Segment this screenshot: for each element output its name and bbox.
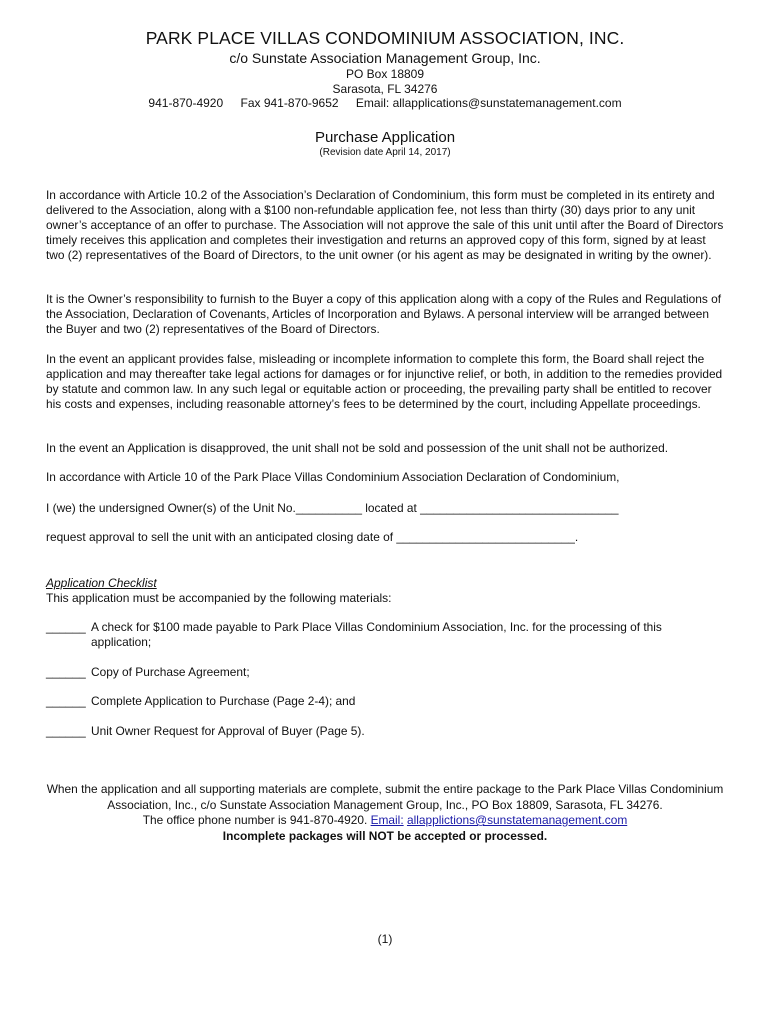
paragraph-requirements: In accordance with Article 10.2 of the Association’s Declaration of Condominium, this form must be completed in its entirety and delivered to the Association, along with a $100 non-refundable application fee, not less than thirty (30) days prior to any unit owner’s acceptance of an offer to purchase. The Association will not approve the sale of this unit until after the Board of Directors timely receives this application and completes their investigation and returns an approved copy of this form, signed by at least two (2) representatives of the Board of Directors, to the unit owner (or his agent as may be designated in writing by the owner). (46, 188, 724, 262)
contact-row (0, 96, 770, 110)
checklist-item (46, 694, 706, 709)
incomplete-warning: Incomplete packages will NOT be accepted or processed. (222, 828, 548, 843)
closing-instructions (40, 782, 730, 844)
paragraph-disapproval: In the event an Application is disapproved, the unit shall not be sold and possession of the unit shall not be authorized. (46, 441, 669, 455)
closing-date-line: request approval to sell the unit with an anticipated closing date of ___________________________. (46, 530, 579, 544)
checklist-item (46, 724, 706, 739)
checklist-blank: ______ (46, 665, 86, 679)
checklist-item-text: Copy of Purchase Agreement; (91, 665, 250, 679)
fax-number: Fax 941-870-9652 (240, 96, 339, 110)
office-phone-text: The office phone number is 941-870-4920. (142, 813, 371, 827)
office-contact-line (40, 813, 730, 829)
checklist-blank: ______ (46, 724, 86, 738)
city-state-zip: Sarasota, FL 34276 (332, 82, 438, 96)
submission-instructions: When the application and all supporting materials are complete, submit the entire package to the Park Place Villas Condominium Association, Inc., c/o Sunstate Association Management Group, Inc., PO Box 18809, Sarasota, FL 34276. (46, 782, 724, 812)
email-address: Email: allapplications@sunstatemanagement.com (355, 96, 622, 110)
checklist-item-text: Unit Owner Request for Approval of Buyer (Page 5). (91, 724, 365, 738)
page-number: (1) (377, 932, 393, 946)
checklist-item (46, 620, 706, 650)
checklist-blank: ______ (46, 694, 86, 708)
paragraph-owner-responsibility: It is the Owner’s responsibility to furnish to the Buyer a copy of this application along with a copy of the Rules and Regulations of the Association, Declaration of Covenants, Articles of Incorporation and Bylaws. A personal interview will be arranged between the Buyer and two (2) representatives of the Board of Directors. (46, 292, 722, 336)
owner-unit-line: I (we) the undersigned Owner(s) of the Unit No.__________ located at ______________________________ (46, 501, 619, 515)
paragraph-article-10: In accordance with Article 10 of the Park Place Villas Condominium Association Declaration of Condominium, (46, 470, 620, 484)
organization-name: PARK PLACE VILLAS CONDOMINIUM ASSOCIATION, INC. (145, 28, 625, 48)
phone-number: 941-870-4920 (148, 96, 224, 110)
care-of-line: c/o Sunstate Association Management Group, Inc. (229, 50, 541, 66)
checklist-item-text: A check for $100 made payable to Park Place Villas Condominium Association, Inc. for the processing of this application; (91, 620, 662, 649)
checklist-blank: ______ (46, 620, 86, 634)
form-title: Purchase Application (314, 129, 456, 146)
checklist-intro: This application must be accompanied by the following materials: (46, 591, 392, 605)
po-box: PO Box 18809 (345, 67, 425, 81)
paragraph-false-information: In the event an applicant provides false, misleading or incomplete information to complete this form, the Board shall reject the application and may thereafter take legal actions for damages or for injunctive relief, or both, in addition to the remedies provided by statute and common law. In any such legal or equitable action or proceeding, the prevailing party shall be entitled to recover his costs and expenses, including reasonable attorney’s fees to be determined by the court, including Appellate proceedings. (46, 352, 723, 411)
checklist-item (46, 665, 706, 680)
email-label: Email: (370, 813, 404, 827)
revision-date: (Revision date April 14, 2017) (319, 147, 451, 158)
email-link[interactable]: allapplictions@sunstatemanagement.com (406, 813, 628, 827)
checklist-heading: Application Checklist (46, 576, 157, 590)
checklist-item-text: Complete Application to Purchase (Page 2-4); and (91, 694, 356, 708)
